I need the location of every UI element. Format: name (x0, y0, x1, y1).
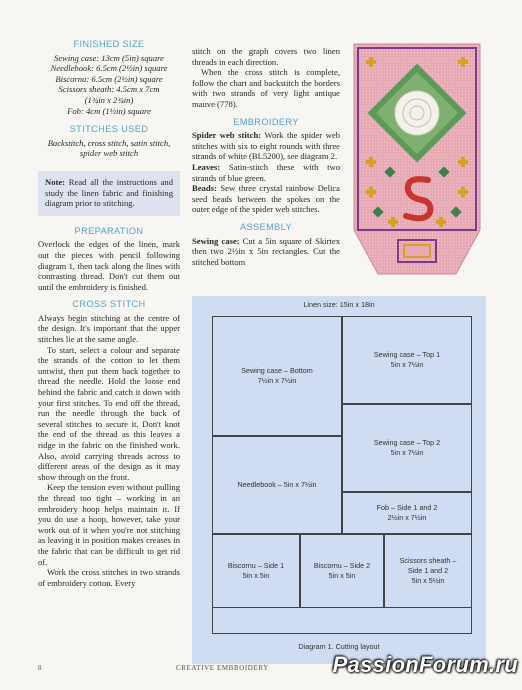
finished-size-line: Sewing case: 13cm (5in) square (54, 52, 164, 63)
piece-biscornu-side-2 (300, 534, 384, 608)
middle-column (192, 46, 340, 267)
piece-name: Scissors sheath – Side 1 and 2 (399, 556, 457, 575)
piece-size: 5in x 5½in (411, 576, 445, 585)
stitches-used-heading: STITCHES USED (69, 124, 149, 135)
piece-needlebook (212, 436, 342, 534)
finished-size-list (38, 53, 180, 117)
magazine-name: CREATIVE EMBROIDERY (176, 664, 269, 672)
embroidery-item-label: Beads: (192, 183, 217, 194)
embroidery-item-label: Spider web stitch: (192, 130, 262, 141)
piece-size: 5in x 5in (242, 571, 270, 580)
preparation-heading: PREPARATION (74, 225, 144, 236)
preparation-text: Overlock the edges of the linen, mark out the pieces with pencil following diagram 1, then tack along the lines with contrasting thread. Don't cut them out until the embroidery is finished. (38, 239, 180, 292)
piece-scissors-sheath (384, 534, 472, 608)
piece-name: Sewing case – Top 2 (373, 438, 441, 447)
cross-stitch-paragraph: Always begin stitching at the centre of the design. It's important that the upper stitches lie at the same angle. (38, 312, 180, 345)
embroidery-item (192, 130, 340, 162)
note-label: Note: (45, 176, 66, 187)
embroidery-heading: EMBROIDERY (233, 116, 299, 127)
assembly-paragraph (192, 236, 340, 268)
stitches-used-text: Backstitch, cross stitch, satin stitch, spider web stitch (47, 137, 171, 159)
piece-name: Biscornu – Side 2 (313, 561, 371, 570)
cross-stitch-paragraph: To start, select a colour and separate the strands of the cotton to let them untwist, then put them back together to thread the needle. Hold the loose end behind the fabric and catch it down with your first stitches. To end off the thread, run the needle through the back of several stitches to secure it. Don't knot the end of the thread as this leaves a ridge in the fabric on the finished work. Also, avoid carrying threads across to different areas of the design as it may show through on the front. (38, 344, 180, 482)
embroidery-item (192, 162, 340, 183)
watermark: PassionForum.ru (332, 652, 518, 677)
assembly-label: Sewing case: (192, 235, 240, 246)
embroidery-item-label: Leaves: (192, 161, 221, 172)
embroidery-item (192, 183, 340, 215)
finished-size-line: Scissors sheath: 4.5cm x 7cm (58, 84, 160, 95)
left-column (38, 37, 180, 588)
embroidery-item-text: Work the spider web stitches with six to eight rounds with three strands of white (BL5200), see diagram 2. (192, 130, 340, 162)
cross-stitch-paragraph: Work the cross stitches in two strands of embroidery cotton. Every (38, 567, 180, 588)
linen-size-label: Linen size: 15in x 18in (303, 300, 375, 309)
finished-size-line: (1¾in x 2¾in) (84, 94, 134, 105)
finished-size-line: Fob: 4cm (1½in) square (67, 105, 151, 116)
finished-size-line: Needlebook: 6.5cm (2½in) square (50, 63, 168, 74)
finished-size-heading: FINISHED SIZE (73, 39, 145, 49)
cross-stitch-heading: CROSS STITCH (72, 299, 146, 310)
cutting-layout-diagram (192, 296, 486, 664)
piece-size: 7½in x 7½in (257, 376, 297, 385)
finished-size-line: Biscornu: 6.5cm (2½in) square (55, 73, 163, 84)
backstitch-paragraph: When the cross stitch is complete, follow the chart and backstitch the borders with two strands of very light antique mauve (778). (192, 67, 340, 109)
piece-name: Biscornu – Side 1 (227, 561, 285, 570)
embroidery-item-text: Sew three crystal rainbow Delica seed beads between the spokes on the outer edge of the spider web stitches. (192, 183, 340, 215)
piece-sewing-case-top-1 (342, 316, 472, 404)
piece-size: 5in x 5in (328, 571, 356, 580)
piece-fob (342, 492, 472, 534)
piece-name: Sewing case – Bottom (241, 366, 313, 375)
assembly-text: Cut a 5in square of Skirtex then two 2½in x 5in rectangles. Cut the stitched bottom (192, 235, 341, 267)
piece-size: 2½in x 7½in (387, 513, 427, 522)
piece-name: Sewing case – Top 1 (373, 350, 441, 359)
piece-biscornu-side-1 (212, 534, 300, 608)
piece-size: 5in x 7½in (390, 360, 424, 369)
embroidery-sample-image (348, 40, 486, 280)
piece-name: Fob – Side 1 and 2 (376, 503, 438, 512)
piece-name: Needlebook – 5in x 7½in (237, 480, 317, 489)
embroidery-item-text: Satin-stitch these with two strands of blue green. (192, 161, 340, 183)
cross-stitch-paragraph: Keep the tension even without pulling the thread too tight – working in an embroidery hoop helps maintain it. If you do use a hoop, however, take your work out of it when you're not stitching as leaving it in position makes creases in the fabric that can be difficult to get rid of. (38, 482, 180, 567)
diagram-caption: Diagram 1. Cutting layout (298, 642, 380, 651)
piece-sewing-case-bottom (212, 316, 342, 436)
note-text: Read all the instructions and study the linen fabric and finishing diagram prior to stitching. (45, 176, 173, 209)
page-number: 8 (38, 664, 43, 672)
note-box (38, 171, 180, 216)
assembly-heading: ASSEMBLY (239, 221, 293, 232)
piece-size: 5in x 7½in (390, 448, 424, 457)
continued-paragraph: stitch on the graph covers two linen threads in each direction. (192, 46, 340, 67)
piece-sewing-case-top-2 (342, 404, 472, 492)
